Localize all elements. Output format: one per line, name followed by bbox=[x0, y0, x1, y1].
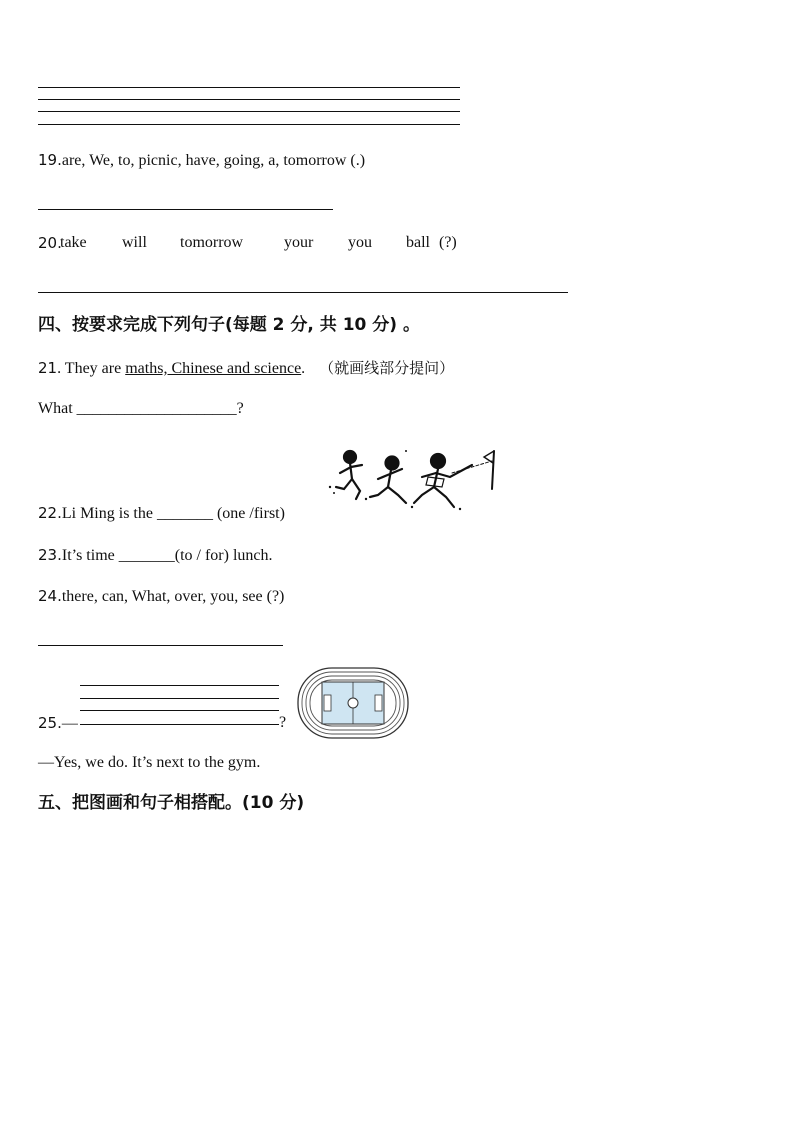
writing-line bbox=[38, 124, 460, 125]
question-suffix: . bbox=[301, 360, 306, 377]
writing-line bbox=[38, 99, 460, 100]
writing-line bbox=[38, 111, 460, 112]
question-number: 20. bbox=[38, 234, 62, 252]
question-mark: ? bbox=[279, 714, 287, 731]
question-23 bbox=[38, 545, 273, 566]
answer-line-24[interactable] bbox=[38, 645, 283, 646]
answer-line-19[interactable] bbox=[38, 209, 333, 210]
word: tomorrow bbox=[180, 234, 244, 251]
writing-line bbox=[80, 685, 279, 686]
answer-prefix: What bbox=[38, 400, 77, 417]
question-number: 24. bbox=[38, 587, 62, 605]
section-5-title: 五、把图画和句子相搭配。(10 分) bbox=[38, 793, 305, 813]
word: you bbox=[348, 234, 372, 251]
question-text: there, can, What, over, you, see (?) bbox=[61, 588, 285, 605]
answer-21 bbox=[38, 399, 244, 419]
word: will bbox=[122, 234, 147, 251]
reply-25: —Yes, we do. It’s next to the gym. bbox=[38, 754, 261, 771]
question-text: It’s time _______(to / for) lunch. bbox=[61, 547, 273, 564]
instruction: （就画线部分提问） bbox=[319, 359, 455, 377]
sports-field-illustration bbox=[296, 666, 410, 740]
word: (?) bbox=[439, 234, 457, 251]
question-22 bbox=[38, 503, 285, 524]
question-number: 23. bbox=[38, 546, 62, 564]
writing-line bbox=[80, 710, 279, 711]
word: take bbox=[60, 234, 87, 251]
question-text: are, We, to, picnic, have, going, a, tomorrow (.) bbox=[61, 152, 366, 169]
question-number: 25. bbox=[38, 714, 62, 732]
underlined-part: maths, Chinese and science bbox=[125, 360, 302, 377]
question-21 bbox=[38, 358, 454, 379]
dash: — bbox=[61, 715, 78, 732]
question-text: Li Ming is the _______ (one /first) bbox=[61, 505, 285, 522]
word: your bbox=[284, 234, 314, 251]
question-number: 21 bbox=[38, 359, 58, 377]
answer-blank[interactable]: ____________________ bbox=[76, 400, 237, 417]
question-19 bbox=[38, 150, 365, 171]
question-prefix: . They are bbox=[57, 360, 126, 377]
question-20 bbox=[38, 233, 478, 253]
answer-line-20[interactable] bbox=[38, 292, 568, 293]
question-24 bbox=[38, 586, 284, 607]
writing-line bbox=[80, 698, 279, 699]
question-25 bbox=[38, 713, 78, 734]
word: ball bbox=[406, 234, 430, 251]
section-4-title: 四、按要求完成下列句子(每题 2 分, 共 10 分) 。 bbox=[38, 315, 420, 335]
question-number: 19. bbox=[38, 151, 62, 169]
writing-line bbox=[38, 87, 460, 88]
answer-suffix: ? bbox=[236, 400, 244, 417]
question-number: 22. bbox=[38, 504, 62, 522]
answer-line-25[interactable] bbox=[80, 724, 279, 725]
running-race-illustration bbox=[322, 443, 502, 518]
